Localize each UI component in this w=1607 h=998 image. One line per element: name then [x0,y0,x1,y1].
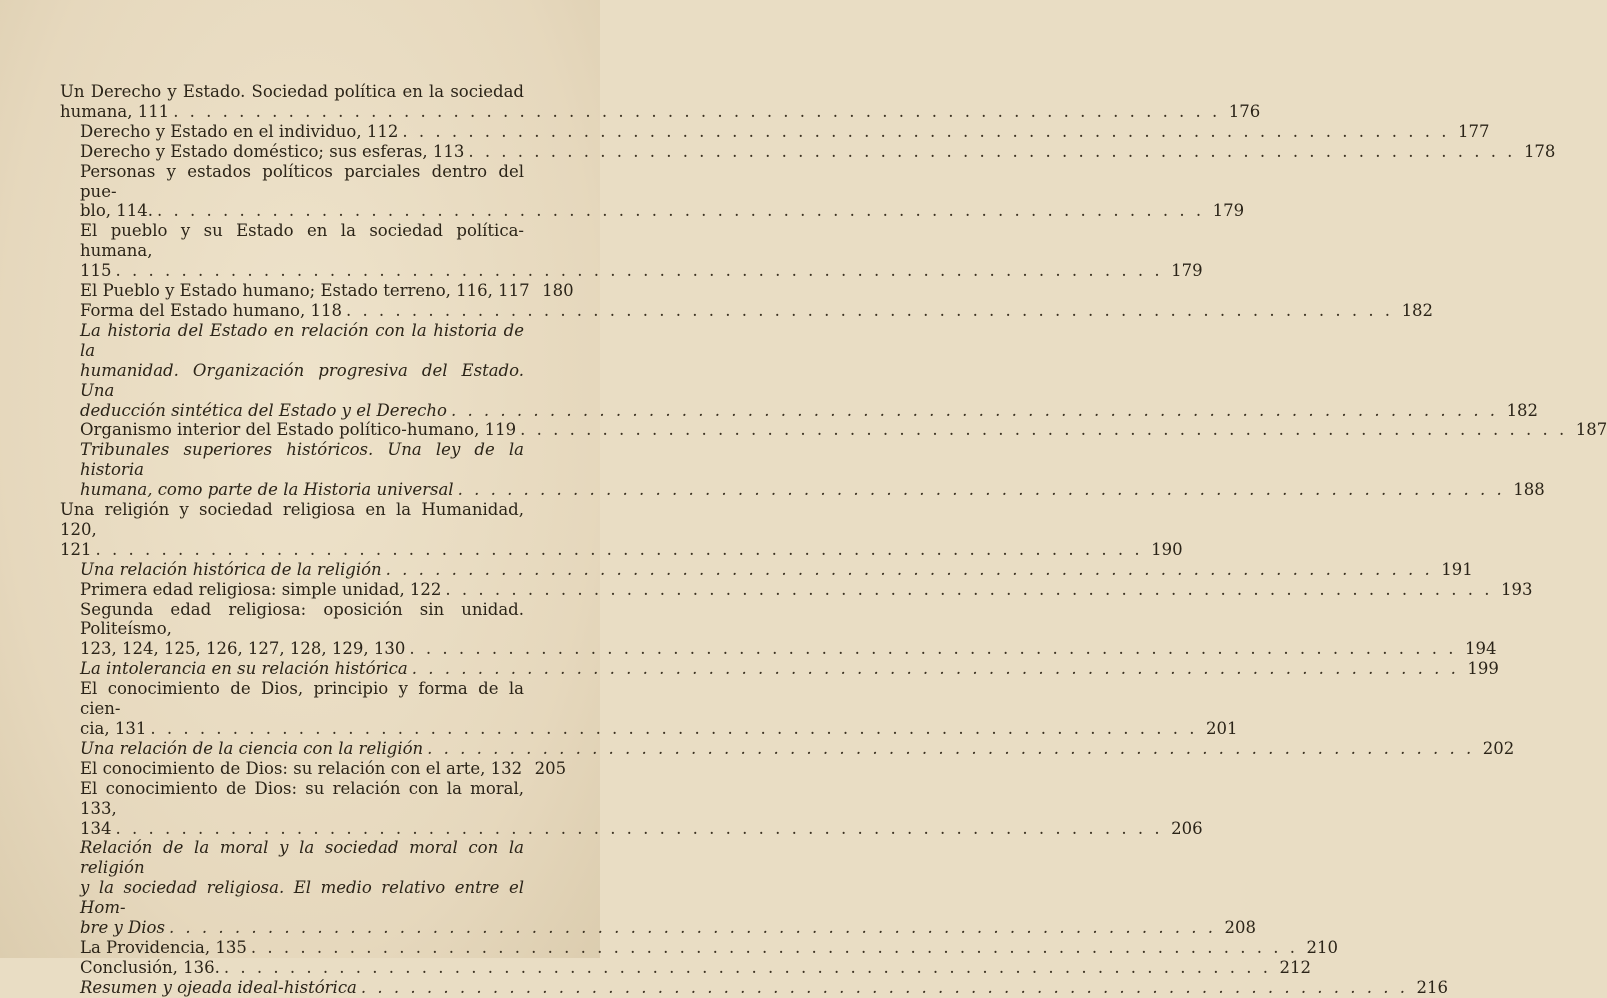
toc-entry-title: Resumen y ojeada ideal-histórica [80,977,357,997]
dot-leader: . . . . . . . . . . . . . . . . . . . . . . . . . . . . . . . . . . . . . . . . . . . . . . . . . . . . . . . . . . . . . . . . [150,719,1198,738]
dot-leader: . . . . . . . . . . . . . . . . . . . . . . . . . . . . . . . . . . . . . . . . . . . . . . . . . . . . . . . . . . . . . . . . [411,659,1459,679]
toc-entry-line: y la sociedad religiosa. El medio relativo entre el Hom- [80,878,524,918]
toc-entry [80,738,1515,759]
dot-leader: . . . . . . . . . . . . . . . . . . . . . . . . . . . . . . . . . . . . . . . . . . . . . . . . . . . . . . . . . . . . . . . . [345,300,1394,320]
toc-entry [80,679,1238,739]
dot-leader: . . . . . . . . . . . . . . . . . . . . . . . . . . . . . . . . . . . . . . . . . . . . . . . . . . . . . . . . . . . . . . . . [385,559,1433,579]
toc-entry-last-line [80,121,1490,142]
dot-leader: . . . . . . . . . . . . . . . . . . . . . . . . . . . . . . . . . . . . . . . . . . . . . . . . . . . . . . . . . . . . . . . . [157,201,1205,221]
toc-entry [80,420,1607,440]
dot-leader: . . . . . . . . . . . . . . . . . . . . . . . . . . . . . . . . . . . . . . . . . . . . . . . . . . . . . . . . . . . . . . . . [450,400,1499,420]
toc-entry-title: cia, 131 [80,719,147,738]
toc-entry-title: Conclusión, 136. [80,957,220,977]
toc-entry-title: El Pueblo y Estado humano; Estado terreno, 116, 117 [80,281,530,301]
page-number: 201 [1205,719,1238,738]
toc-entry-title: La Providencia, 135 [80,937,247,957]
toc-entry-line: Segunda edad religiosa: oposición sin unidad. Politeísmo, [80,599,524,639]
toc-entry [80,281,574,301]
toc-entry-last-line [80,579,1533,600]
page-number: 208 [1224,918,1257,938]
page-number: 176 [1228,101,1261,121]
toc-entry [80,778,1203,839]
toc-entry-last-line [80,400,1539,421]
dot-leader: . . . . . . . . . . . . . . . . . . . . . . . . . . . . . . . . . . . . . . . . . . . . . . . . . . . . . . . . . . . . . . . . [223,957,1271,977]
toc-entry [80,559,1473,580]
toc-entry-title: Una relación de la ciencia con la religión [80,738,424,758]
toc-entry-line: El conocimiento de Dios: su relación con la moral, 133, [80,778,524,818]
toc-entry-line: Un Derecho y Estado. Sociedad política en la sociedad [60,82,524,101]
toc-entry-last-line [80,201,1245,221]
toc-entry-last-line [60,539,1183,560]
toc-entry-title: humana, 111 [60,101,170,121]
toc-entry-line: La historia del Estado en relación con la historia de la [80,320,524,360]
toc-entry [80,579,1533,600]
page-number: 179 [1212,201,1245,221]
toc-entry-title: Primera edad religiosa: simple unidad, 122 [80,579,442,599]
dot-leader: . . . . . . . . . . . . . . . . . . . . . . . . . . . . . . . . . . . . . . . . . . . . . . . . . . . . . . . . . . . . . . . . [173,101,1221,121]
toc-entry [80,937,1338,958]
page-number: 179 [1171,261,1203,281]
toc-entry-line: Tribunales superiores históricos. Una ley de la historia [80,440,524,480]
toc-entry [80,838,1257,938]
toc-entry [80,659,1499,679]
toc-entry-title: 121 [60,539,92,559]
toc-entry [80,161,1245,222]
toc-entry-last-line [80,759,566,779]
dot-leader: . . . . . . . . . . . . . . . . . . . . . . . . . . . . . . . . . . . . . . . . . . . . . . . . . . . . . . . . . . . . . . . . [468,141,1516,161]
page-number: 182 [1401,300,1434,320]
page-number: 187 [1575,420,1607,440]
toc-entry-title: humana, como parte de la Historia universal [80,480,454,500]
toc-entry-last-line [80,420,1607,440]
dot-leader: . . . . . . . . . . . . . . . . . . . . . . . . . . . . . . . . . . . . . . . . . . . . . . . . . . . . . . . . . . . . . . . . [409,639,1457,659]
toc-entry [60,82,1261,122]
toc-entry-title: Forma del Estado humano, 118 [80,300,342,320]
page-number: 178 [1523,141,1556,161]
toc-entry [80,300,1434,321]
toc-entry-last-line [80,818,1203,839]
toc-entry [80,977,1449,998]
toc-entry-last-line [80,141,1556,162]
toc-entry-title: 134 [80,818,112,838]
page-number: 190 [1151,539,1183,559]
toc-entry-last-line [80,559,1473,580]
toc-entry-last-line [80,639,1497,659]
dot-leader: . . . . . . . . . . . . . . . . . . . . . . . . . . . . . . . . . . . . . . . . . . . . . . . . . . . . . . . . . . . . . . . . [457,480,1505,500]
dot-leader: . . . . . . . . . . . . . . . . . . . . . . . . . . . . . . . . . . . . . . . . . . . . . . . . . . . . . . . . . . . . . . . . [168,918,1217,938]
toc-entry-last-line [80,918,1257,938]
dot-leader: . . . . . . . . . . . . . . . . . . . . . . . . . . . . . . . . . . . . . . . . . . . . . . . . . . . . . . . . . . . . . . . . [115,818,1163,838]
dot-leader: . . . . . . . . . . . . . . . . . . . . . . . . . . . . . . . . . . . . . . . . . . . . . . . . . . . . . . . . . . . . . . . . [115,261,1163,281]
toc-entry [80,221,1203,281]
toc-entry-title: blo, 114. [80,201,154,221]
toc-entry-last-line [80,480,1545,500]
toc-entry-last-line [80,977,1449,998]
page-number: 206 [1171,818,1203,838]
dot-leader: . . . . . . . . . . . . . . . . . . . . . . . . . . . . . . . . . . . . . . . . . . . . . . . . . . . . . . . . . . . . . . . . [445,579,1493,599]
toc-entry-title: Derecho y Estado doméstico; sus esferas, 113 [80,141,465,161]
dot-leader: . . . . . . . . . . . . . . . . . . . . . . . . . . . . . . . . . . . . . . . . . . . . . . . . . . . . . . . . . . . . . . . . [95,539,1143,559]
toc-entry-line: humanidad. Organización progresiva del Estado. Una [80,360,524,400]
dot-leader: . . . . . . . . . . . . . . . . . . . . . . . . . . . . . . . . . . . . . . . . . . . . . . . . . . . . . . . . . . . . . . . . [360,977,1409,997]
toc-entry-last-line [80,281,574,301]
toc-entry [60,500,1183,560]
page-number: 182 [1506,400,1539,420]
toc-entry [80,141,1556,162]
toc-entry-last-line [80,957,1311,978]
dot-leader: . . . . . . . . . . . . . . . . . . . . . . . . . . . . . . . . . . . . . . . . . . . . . . . . . . . . . . . . . . . . . . . . [250,937,1298,957]
table-of-contents [60,82,1607,998]
dot-leader: . . . . . . . . . . . . . . . . . . . . . . . . . . . . . . . . . . . . . . . . . . . . . . . . . . . . . . . . . . . . . . . . [520,420,1568,440]
toc-entry [80,121,1490,142]
toc-entry-title: Organismo interior del Estado político-humano, 119 [80,420,517,440]
page-number: 177 [1457,121,1490,141]
dot-leader: . . . . . . . . . . . . . . . . . . . . . . . . . . . . . . . . . . . . . . . . . . . . . . . . . . . . . . . . . . . . . . . . [402,121,1450,141]
toc-entry-last-line [80,738,1515,759]
page-number: 191 [1441,559,1473,579]
toc-entry-title: 115 [80,261,112,281]
page-number: 199 [1467,659,1499,679]
toc-entry-title: Derecho y Estado en el individuo, 112 [80,121,399,141]
toc-entry-title: La intolerancia en su relación histórica [80,659,408,679]
toc-entry [80,440,1545,500]
toc-entry-line: Personas y estados políticos parciales dentro del pue- [80,161,524,201]
toc-entry-title: bre y Dios [80,918,165,938]
page-number: 212 [1279,957,1311,977]
toc-entry-title: deducción sintética del Estado y el Derecho [80,400,447,420]
page-number: 202 [1482,738,1515,758]
toc-entry-title: El conocimiento de Dios: su relación con el arte, 132 [80,758,523,778]
toc-entry [80,759,566,779]
toc-entry-title: 123, 124, 125, 126, 127, 128, 129, 130 [80,639,406,659]
toc-entry-line: El conocimiento de Dios, principio y forma de la cien- [80,679,524,719]
toc-entry [80,320,1539,421]
toc-entry-line: Una religión y sociedad religiosa en la Humanidad, 120, [60,500,524,539]
page-number: 180 [542,281,574,301]
page-number: 193 [1501,579,1533,599]
dot-leader: . . . . . . . . . . . . . . . . . . . . . . . . . . . . . . . . . . . . . . . . . . . . . . . . . . . . . . . . . . . . . . . . [427,738,1475,758]
toc-entry [80,957,1311,978]
toc-entry-last-line [80,261,1203,281]
page-number: 210 [1306,937,1338,957]
toc-entry-last-line [80,659,1499,679]
toc-entry-last-line [80,719,1238,739]
toc-entry-title: Una relación histórica de la religión [80,559,382,579]
toc-entry-line: El pueblo y su Estado en la sociedad política-humana, [80,221,524,261]
page-number: 205 [534,758,567,778]
toc-entry-last-line [80,937,1338,958]
toc-entry-last-line [80,300,1434,321]
toc-entry-last-line [60,101,1261,122]
page-number: 194 [1465,639,1497,659]
page-number: 216 [1416,977,1449,997]
page-number: 188 [1513,480,1545,500]
toc-entry-line: Relación de la moral y la sociedad moral con la religión [80,838,524,878]
toc-entry [80,599,1497,660]
